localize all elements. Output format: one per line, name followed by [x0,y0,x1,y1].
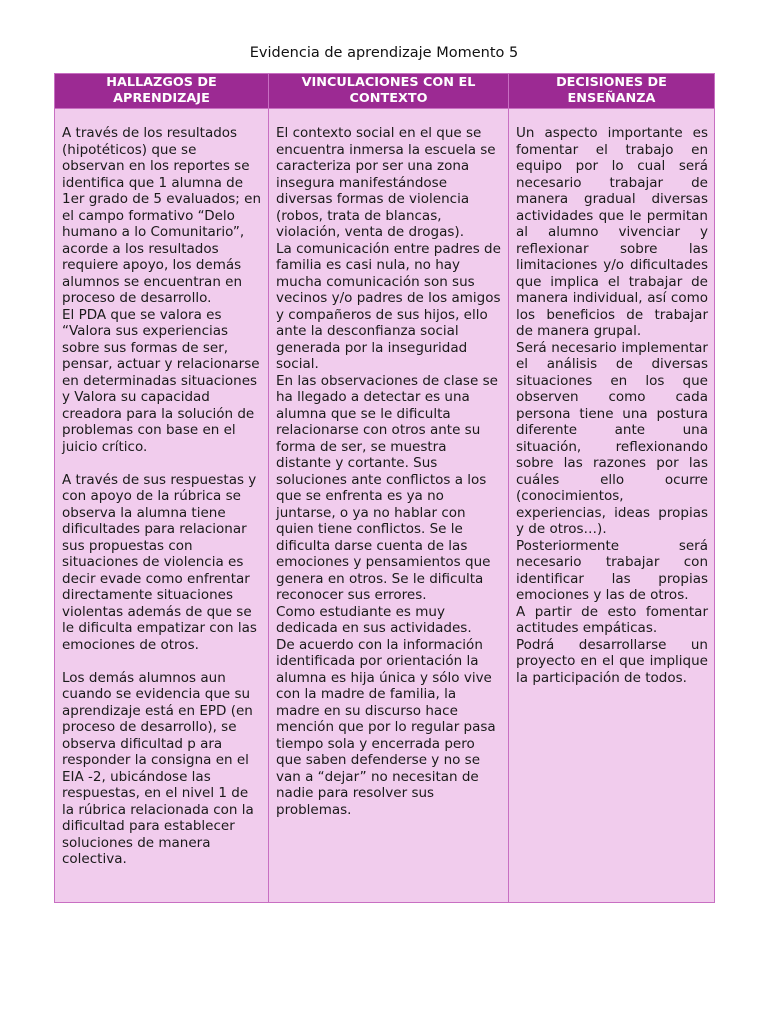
paragraph: Como estudiante es muy dedicada en sus actividades. [276,603,472,636]
paragraph: El PDA que se valora es “Valora sus experiencias sobre sus formas de ser, pensar, actuar y relacionarse en determinadas situaciones y Valora su capacidad creadora para la solución de problemas con base en el juicio crítico. [62,306,260,455]
cell-hallazgos [55,109,269,903]
paragraph: Será necesario implementar el análisis de diversas situaciones en los que observen como cada persona tiene una postura diferente ante una situación, reflexionando sobre las razones por las cuáles ello ocurre (conocimientos, experiencias, ideas propias y de otros…). [516,339,708,537]
paragraph: En las observaciones de clase se ha llegado a detectar es una alumna que se le dificulta relacionarse con otros ante su forma de ser, se muestra distante y cortante. Sus soluciones ante conflictos a los que se enfrenta es ya no juntarse, o ya no hablar con quien tiene conflictos. Se le dificulta darse cuenta de las emociones y pensamientos que genera en otros. Se le dificulta reconocer sus errores. [276,372,498,603]
paragraph: El contexto social en el que se encuentra inmersa la escuela se caracteriza por ser una zona insegura manifestándose diversas formas de violencia (robos, trata de blancas, violación, venta de drogas). [276,125,496,240]
header-hallazgos: HALLAZGOS DE APRENDIZAJE [55,74,269,109]
paragraph: De acuerdo con la información identificada por orientación la alumna es hija única y sólo vive con la madre de familia, la madre en su discurso hace mención que por lo regular pasa tiempo sola y encerrada pero que saben defenderse y no se van a “dejar” no necesitan de nadie para resolver sus problemas. [276,636,496,818]
cell-vinculaciones [269,109,509,903]
cell-decisiones [509,109,715,903]
paragraph: Podrá desarrollarse un proyecto en el que implique la participación de todos. [516,636,708,686]
evidence-table [54,73,715,903]
paragraph: Los demás alumnos aun cuando se evidencia que su aprendizaje está en EPD (en proceso de desarrollo), se observa dificultad p ara responder la consigna en el EIA -2, ubicándose las respuestas, en el nivel 1 de la rúbrica relacionada con la dificultad para establecer soluciones de manera colectiva. [62,669,254,867]
paragraph: Un aspecto importante es fomentar el trabajo en equipo por lo cual será necesario trabajar de manera gradual diversas actividades que le permitan al alumno vivenciar y reflexionar sobre las limitaciones y/o dificultades que implica el trabajar de manera individual, así como los beneficios de trabajar de manera grupal. [516,125,708,339]
paragraph: Posteriormente será necesario trabajar con identificar las propias emociones y las de otros. [516,537,708,603]
paragraph: A partir de esto fomentar actitudes empáticas. [516,603,708,636]
paragraph: A través de los resultados (hipotéticos) que se observan en los reportes se identifica que 1 alumna de 1er grado de 5 evaluados; en el campo formativo “Delo humano a lo Comunitario”, acorde a los resultados requiere apoyo, los demás alumnos se encuentran en proceso de desarrollo. [62,125,262,306]
document-title: Evidencia de aprendizaje Momento 5 [249,45,519,61]
table-row [55,109,715,903]
table-header-row [55,74,715,109]
paragraph: La comunicación entre padres de familia es casi nula, no hay mucha comunicación son sus vecinos y/o padres de los amigos y compañeros de sus hijos, ello ante la desconfianza social generada por la inseguridad social. [276,240,501,372]
header-vinculaciones: VINCULACIONES CON EL CONTEXTO [269,74,509,109]
header-decisiones: DECISIONES DE ENSEÑANZA [509,74,715,109]
paragraph: A través de sus respuestas y con apoyo de la rúbrica se observa la alumna tiene dificultades para relacionar sus propuestas con situaciones de violencia es decir evade como enfrentar directamente situaciones violentas además de que se le dificulta empatizar con las emociones de otros. [62,471,257,653]
